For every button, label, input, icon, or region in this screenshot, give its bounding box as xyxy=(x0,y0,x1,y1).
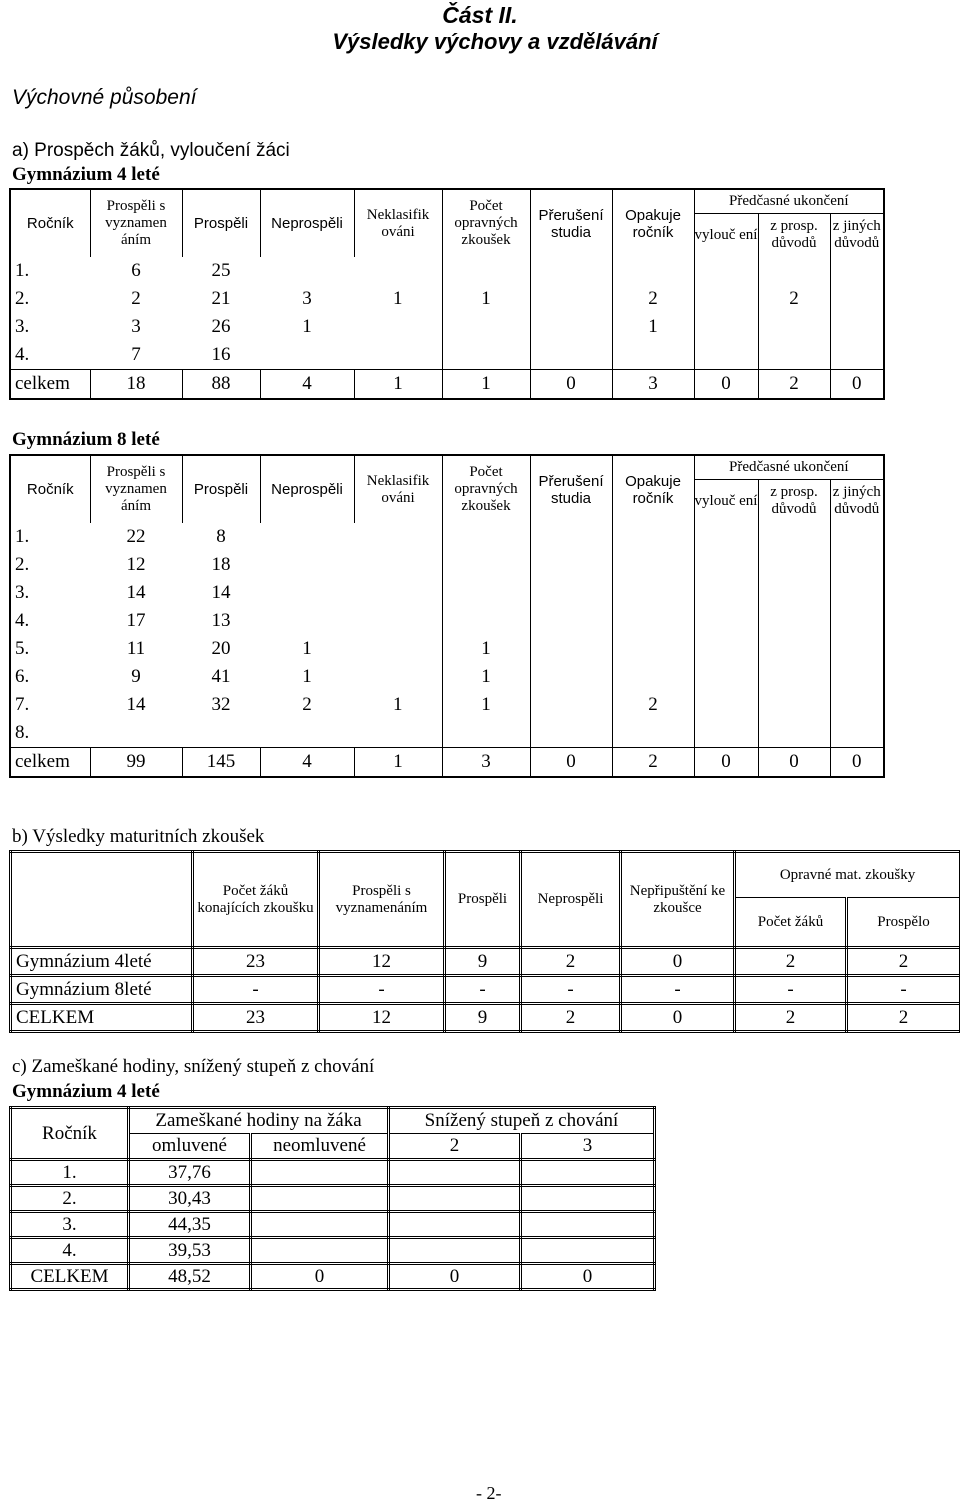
table-cell xyxy=(260,523,354,551)
table-cell xyxy=(758,257,830,285)
table-cell xyxy=(758,341,830,369)
table-cell xyxy=(354,719,442,747)
table-cell xyxy=(354,635,442,663)
row-label: 7. xyxy=(15,694,30,715)
table-cell: 6 xyxy=(131,260,141,281)
table-cell xyxy=(694,313,758,341)
header-z-prosp: z prosp. důvodů xyxy=(758,479,830,523)
maturity-corner xyxy=(11,852,193,948)
table-cell xyxy=(612,523,694,551)
table-row xyxy=(10,285,884,313)
header-opakuje: Opakuje ročník xyxy=(612,189,694,257)
table-cell xyxy=(521,1186,655,1212)
table-cell xyxy=(612,719,694,747)
table-cell xyxy=(758,607,830,635)
table-cell: 1 xyxy=(302,638,312,659)
table-cell: 2 xyxy=(758,285,830,313)
table-cell: 3 xyxy=(442,747,530,777)
table-cell: 0 xyxy=(830,369,884,399)
table-cell: 0 xyxy=(694,369,758,399)
table4-title: Gymnázium 4 leté xyxy=(12,1081,160,1102)
table-cell: 11 xyxy=(126,638,146,659)
table-cell xyxy=(442,719,530,747)
header-preruseni: Přerušení studia xyxy=(530,455,612,523)
header-z-jinych: z jiných důvodů xyxy=(832,484,881,518)
table-cell xyxy=(830,285,884,313)
table-cell xyxy=(694,341,758,369)
table-cell xyxy=(530,579,612,607)
table-row xyxy=(11,1004,960,1032)
header-pocet-opravnych: Počet opravných zkoušek xyxy=(442,189,530,257)
table-cell: 21 xyxy=(211,288,231,309)
table-cell: 0 xyxy=(389,1264,521,1290)
table-cell xyxy=(354,313,442,341)
header-opravne-pocet: Počet žáků xyxy=(735,898,847,948)
table-cell: 0 xyxy=(830,747,884,777)
table-cell: 3 xyxy=(612,369,694,399)
table-cell xyxy=(612,257,694,285)
table-cell xyxy=(389,1160,521,1186)
row-label: 2. xyxy=(11,1186,129,1212)
header-neprospeli: Neprospěli xyxy=(521,852,621,948)
table-cell: 8 xyxy=(216,526,226,547)
table-cell: 2 xyxy=(521,948,621,976)
table-cell xyxy=(260,257,354,285)
table-cell xyxy=(442,551,530,579)
row-label: 4. xyxy=(11,1238,129,1264)
header-opravne-prospelo: Prospělo xyxy=(847,898,960,948)
table-cell: 2 xyxy=(302,694,312,715)
header-nepripusteni: Nepřipuštění ke zkoušce xyxy=(621,852,735,948)
table-cell: 1 xyxy=(354,747,442,777)
table-cell xyxy=(694,551,758,579)
table-cell: 2 xyxy=(612,285,694,313)
table-cell xyxy=(694,285,758,313)
row-label: 3. xyxy=(11,1212,129,1238)
table-cell xyxy=(251,1186,389,1212)
table-row xyxy=(10,747,884,777)
table-cell xyxy=(694,691,758,719)
table-cell: 1 xyxy=(442,285,530,313)
table-cell: 88 xyxy=(182,369,260,399)
table-cell: 32 xyxy=(211,694,231,715)
row-label: 3. xyxy=(15,582,30,603)
row-label: 8. xyxy=(15,721,30,743)
header-rocnik: Ročník xyxy=(10,455,90,523)
table-cell: - xyxy=(521,976,621,1004)
table-cell: 3 xyxy=(131,316,141,337)
section-c-label: c) Zameškané hodiny, snížený stupeň z chování xyxy=(12,1056,375,1077)
table-cell: 23 xyxy=(193,1004,319,1032)
header-zameskane: Zameškané hodiny na žáka xyxy=(129,1108,389,1134)
table-cell: 1 xyxy=(442,691,530,719)
table-cell: 41 xyxy=(211,666,231,687)
header-neprospeli: Neprospěli xyxy=(260,455,354,523)
table-cell xyxy=(830,691,884,719)
header-z-jinych: z jiných důvodů xyxy=(832,218,881,252)
header-z-prosp: z prosp. důvodů xyxy=(758,213,830,257)
header-neomluvene: neomluvené xyxy=(251,1134,389,1160)
table-gymnazium-4 xyxy=(9,188,885,400)
table-cell xyxy=(530,663,612,691)
table-cell xyxy=(758,663,830,691)
table-cell xyxy=(612,551,694,579)
table-cell: 18 xyxy=(90,369,182,399)
table-cell: 44,35 xyxy=(129,1212,251,1238)
row-label: 2. xyxy=(15,554,30,575)
table-cell: 7 xyxy=(131,343,141,365)
table-cell: 48,52 xyxy=(129,1264,251,1290)
table-cell: 2 xyxy=(758,369,830,399)
table-cell xyxy=(830,257,884,285)
row-label: Gymnázium 4leté xyxy=(11,948,193,976)
table-cell xyxy=(830,579,884,607)
table-cell xyxy=(530,313,612,341)
table-cell xyxy=(354,551,442,579)
table-cell xyxy=(182,719,260,747)
table-cell xyxy=(521,1160,655,1186)
header-prospeli: Prospěli xyxy=(182,189,260,257)
table-cell: 18 xyxy=(211,554,231,575)
table-cell xyxy=(260,551,354,579)
header-prospeli-vyznamenanim: Prospěli s vyznamen áním xyxy=(90,189,182,257)
table-cell xyxy=(758,551,830,579)
table-cell xyxy=(694,719,758,747)
table-cell: 2 xyxy=(131,288,141,309)
table-cell: - xyxy=(735,976,847,1004)
table-cell: 4 xyxy=(260,747,354,777)
table-cell xyxy=(442,341,530,369)
header-snizeny: Snížený stupeň z chování xyxy=(389,1108,655,1134)
row-label: 6. xyxy=(15,666,30,687)
table-cell: 9 xyxy=(131,666,141,687)
table-cell xyxy=(758,719,830,747)
table-row xyxy=(11,1212,655,1238)
table-row xyxy=(10,663,884,691)
part-subtitle: Výsledky výchovy a vzdělávání xyxy=(332,29,658,54)
table-cell xyxy=(354,663,442,691)
table-cell: 22 xyxy=(126,526,146,547)
table-cell: 25 xyxy=(211,260,231,281)
table-cell: 1 xyxy=(393,694,403,715)
row-label: celkem xyxy=(10,747,90,777)
table-cell xyxy=(442,607,530,635)
header-stupen-3: 3 xyxy=(521,1134,655,1160)
table-cell: 1 xyxy=(442,635,530,663)
table-cell xyxy=(251,1212,389,1238)
table-cell xyxy=(354,257,442,285)
table-cell: - xyxy=(445,976,521,1004)
table-row xyxy=(10,313,884,341)
table-cell xyxy=(530,341,612,369)
table-cell xyxy=(758,635,830,663)
table-cell xyxy=(694,635,758,663)
table-row xyxy=(11,976,960,1004)
table-cell xyxy=(389,1186,521,1212)
table-cell: 2 xyxy=(612,747,694,777)
table-cell xyxy=(758,523,830,551)
header-vylouceni: vylouč ení xyxy=(694,479,758,523)
header-rocnik: Ročník xyxy=(10,189,90,257)
table-cell: 0 xyxy=(621,948,735,976)
table-cell xyxy=(521,1212,655,1238)
table-cell xyxy=(830,523,884,551)
table-cell xyxy=(521,1238,655,1264)
table-cell xyxy=(442,313,530,341)
part-title: Část II. xyxy=(442,2,518,28)
table-row xyxy=(10,523,884,551)
table-cell: 23 xyxy=(193,948,319,976)
table-cell xyxy=(758,691,830,719)
table-cell: 1 xyxy=(442,663,530,691)
table-cell: 1 xyxy=(354,369,442,399)
table-row xyxy=(11,948,960,976)
table-cell xyxy=(694,523,758,551)
header-stupen-2: 2 xyxy=(389,1134,521,1160)
row-label: 1. xyxy=(11,1160,129,1186)
table-cell: 37,76 xyxy=(129,1160,251,1186)
section-label: Výchovné působení xyxy=(12,86,197,109)
table-cell xyxy=(260,607,354,635)
table-cell: 1 xyxy=(302,316,312,337)
table-cell xyxy=(758,313,830,341)
header-opravne: Opravné mat. zkoušky xyxy=(735,852,960,898)
table-cell: 17 xyxy=(126,610,146,631)
table-cell: 12 xyxy=(319,948,445,976)
table-cell: 99 xyxy=(90,747,182,777)
header-prospeli: Prospěli xyxy=(182,455,260,523)
table-cell xyxy=(90,719,182,747)
table-cell: 39,53 xyxy=(129,1238,251,1264)
table-cell: 1 xyxy=(612,313,694,341)
table-cell: - xyxy=(319,976,445,1004)
table-row xyxy=(10,579,884,607)
table-cell xyxy=(694,663,758,691)
header-neprospeli: Neprospěli xyxy=(260,189,354,257)
table-cell xyxy=(260,341,354,369)
table-cell: 145 xyxy=(182,747,260,777)
row-label: 3. xyxy=(15,316,30,337)
table-cell xyxy=(442,523,530,551)
header-rocnik: Ročník xyxy=(11,1108,129,1160)
table-maturity xyxy=(9,850,960,1033)
table1-title: Gymnázium 4 leté xyxy=(12,164,160,185)
header-prospeli-vyznamenanim: Prospěli s vyznamen áním xyxy=(90,455,182,523)
table-cell: 2 xyxy=(847,1004,960,1032)
table-cell xyxy=(612,341,694,369)
table-row xyxy=(10,607,884,635)
table-cell xyxy=(830,341,884,369)
header-pocet-opravnych: Počet opravných zkoušek xyxy=(442,455,530,523)
table-cell xyxy=(830,607,884,635)
table-cell: 12 xyxy=(319,1004,445,1032)
table-cell: 3 xyxy=(302,288,312,309)
table-gymnazium-8 xyxy=(9,454,885,778)
table-cell xyxy=(612,663,694,691)
table-cell: 0 xyxy=(621,1004,735,1032)
table-cell xyxy=(260,719,354,747)
table-cell xyxy=(530,607,612,635)
table-cell xyxy=(530,635,612,663)
table-cell xyxy=(354,579,442,607)
row-label: 1. xyxy=(15,526,30,547)
table-row xyxy=(10,635,884,663)
table-cell xyxy=(530,285,612,313)
section-a-label: a) Prospěch žáků, vyloučení žáci xyxy=(12,140,290,161)
table-cell xyxy=(530,257,612,285)
table-cell xyxy=(830,313,884,341)
table-cell: 2 xyxy=(847,948,960,976)
table-cell: 1 xyxy=(442,369,530,399)
table-cell: 4 xyxy=(260,369,354,399)
header-preruseni: Přerušení studia xyxy=(530,189,612,257)
table-cell xyxy=(389,1212,521,1238)
table-cell xyxy=(251,1160,389,1186)
table-cell: 0 xyxy=(694,747,758,777)
table-cell: 0 xyxy=(530,369,612,399)
header-prospeli: Prospěli xyxy=(445,852,521,948)
table-row xyxy=(10,369,884,399)
header-pocet-zaku: Počet žáků konajících zkoušku xyxy=(193,852,319,948)
row-label: CELKEM xyxy=(11,1004,193,1032)
table-cell: 12 xyxy=(126,554,146,575)
table-cell xyxy=(694,579,758,607)
header-predcasne: Předčasné ukončení xyxy=(694,455,884,479)
table-row xyxy=(10,341,884,369)
header-opakuje: Opakuje ročník xyxy=(612,455,694,523)
table-cell xyxy=(830,719,884,747)
table-cell xyxy=(694,607,758,635)
table-cell xyxy=(830,551,884,579)
header-prospeli-vyznamenanim: Prospěli s vyznamenáním xyxy=(319,852,445,948)
table-cell xyxy=(694,257,758,285)
table-cell xyxy=(442,257,530,285)
table-cell: 14 xyxy=(126,582,146,603)
table-cell: - xyxy=(621,976,735,1004)
table-cell: 1 xyxy=(302,666,312,687)
table-cell: 30,43 xyxy=(129,1186,251,1212)
row-label: Gymnázium 8leté xyxy=(11,976,193,1004)
row-label: 4. xyxy=(15,343,30,365)
table-cell: 14 xyxy=(126,694,146,715)
table-cell xyxy=(830,663,884,691)
header-neklasifikovani: Neklasifik ováni xyxy=(354,189,442,257)
table-cell: 14 xyxy=(211,582,231,603)
table-row xyxy=(11,1160,655,1186)
section-b-label: b) Výsledky maturitních zkoušek xyxy=(12,826,265,847)
table-cell xyxy=(260,579,354,607)
table-cell xyxy=(354,523,442,551)
table-cell: 0 xyxy=(521,1264,655,1290)
table-cell xyxy=(612,607,694,635)
row-label: 4. xyxy=(15,610,30,631)
table-row xyxy=(10,257,884,285)
header-neklasifikovani: Neklasifik ováni xyxy=(354,455,442,523)
table-cell: 13 xyxy=(211,610,231,631)
table-row xyxy=(10,719,884,747)
table-cell: 26 xyxy=(211,316,231,337)
table-cell xyxy=(830,635,884,663)
table-cell: 0 xyxy=(530,747,612,777)
table-cell xyxy=(530,719,612,747)
table-cell xyxy=(612,579,694,607)
table-cell: 20 xyxy=(211,638,231,659)
table-cell: 9 xyxy=(445,948,521,976)
table-cell: 2 xyxy=(521,1004,621,1032)
row-label: CELKEM xyxy=(11,1264,129,1290)
table-row xyxy=(11,1264,655,1290)
table-cell xyxy=(354,607,442,635)
row-label: 5. xyxy=(15,638,30,659)
table-row xyxy=(10,691,884,719)
table-cell: 0 xyxy=(251,1264,389,1290)
table2-title: Gymnázium 8 leté xyxy=(12,429,160,450)
row-label: celkem xyxy=(10,369,90,399)
page-number: - 2- xyxy=(476,1483,502,1503)
table-cell: - xyxy=(193,976,319,1004)
table-row xyxy=(11,1238,655,1264)
table-cell: 9 xyxy=(445,1004,521,1032)
table-cell: 2 xyxy=(735,948,847,976)
table-cell: 2 xyxy=(735,1004,847,1032)
table-cell xyxy=(530,523,612,551)
table-cell xyxy=(389,1238,521,1264)
table-cell xyxy=(612,635,694,663)
table-cell xyxy=(758,579,830,607)
header-vylouceni: vylouč ení xyxy=(694,213,758,257)
table-cell xyxy=(530,551,612,579)
table-cell xyxy=(442,579,530,607)
header-predcasne: Předčasné ukončení xyxy=(694,189,884,213)
table-row xyxy=(11,1186,655,1212)
row-label: 2. xyxy=(15,288,30,309)
header-omluvene: omluvené xyxy=(129,1134,251,1160)
row-label: 1. xyxy=(15,260,30,281)
table-cell: 0 xyxy=(758,747,830,777)
table-cell: 1 xyxy=(393,288,403,309)
table-cell: 2 xyxy=(612,691,694,719)
table-cell xyxy=(354,341,442,369)
table-row xyxy=(10,551,884,579)
table-cell xyxy=(530,691,612,719)
table-cell: - xyxy=(847,976,960,1004)
table-cell: 16 xyxy=(211,343,231,365)
table-absences xyxy=(9,1106,656,1291)
table-cell xyxy=(251,1238,389,1264)
